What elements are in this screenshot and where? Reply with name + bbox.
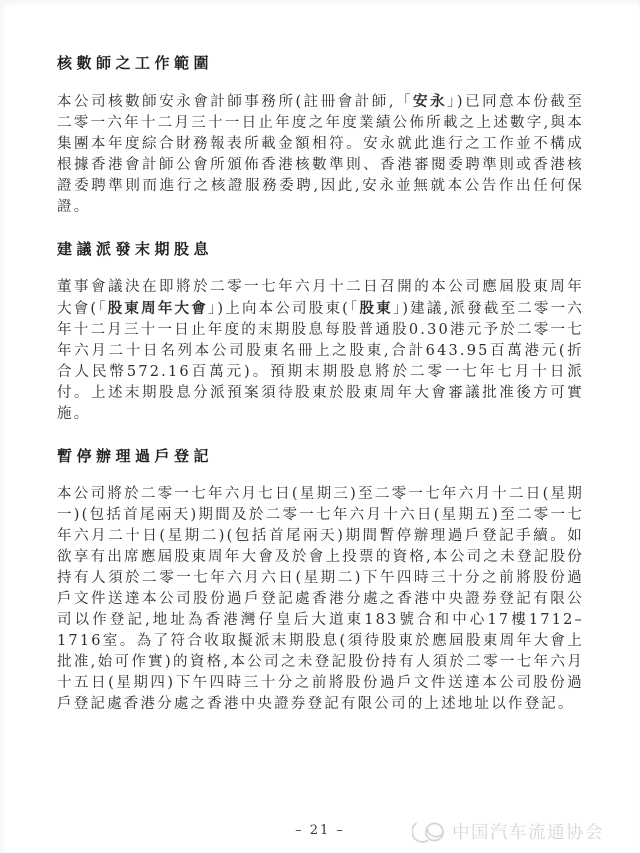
section-heading: 核數師之工作範圍 <box>57 54 214 72</box>
bold-text: 股東 <box>359 300 393 317</box>
text-run: 董事會議決在即將於二零一七年六月十二日召開的本公司應屆股東周年大會(「 <box>57 279 584 317</box>
page-number: – 21 – <box>295 823 345 838</box>
text-run: 本公司核數師安永會計師事務所(註冊會計師,「 <box>57 94 414 110</box>
page-footer <box>0 813 640 853</box>
watermark <box>412 819 604 844</box>
text-run: 」)建議,派發截至二零一六年十二月三十一日止年度的末期股息每股普通股0.30港元予於二零一七年六月二十日名列本公司股東名冊上之股東,合計643.95百萬港元(折合人民幣572.16百萬元)。預期末期股息將於二零一七年七月十日派付。上述末期股息分派預案須待股東於股東周年大會審議批准後方可實施。 <box>57 301 585 422</box>
bold-text: 安永 <box>413 93 448 110</box>
text-run: 本公司將於二零一七年六月七日(星期三)至二零一七年六月十二日(星期一)(包括首尾兩天)期間及於二零一七年六月十六日(星期五)至二零一七年六月二十日(星期二)(包括首尾兩天)期間暫停辦理過戶登記手續。如欲享有出席應屆股東周年大會及於會上投票的資格,本公司之未登記股份持有人須於二零一七年六月六日(星期二)下午四時三十分之前將股份過戶文件送達本公司股份過戶登記處香港分處之香港中央證券登記有限公司以作登記,地址為香港灣仔皇后大道東183號合和中心17樓1712–1716室。為了符合收取擬派末期股息(須待股東於應屆股東周年大會上批准,始可作實)的資格,本公司之未登記股份持有人須於二零一七年六月十五日(星期四)下午四時三十分之前將股份過戶文件送達本公司股份過戶登記處香港分處之香港中央證券登記有限公司的上述地址以作登記。 <box>57 486 584 712</box>
bold-text: 股東周年大會 <box>107 300 208 317</box>
document-sections <box>57 55 584 729</box>
section-heading: 建議派發末期股息 <box>57 240 214 258</box>
paragraph <box>57 277 584 425</box>
paragraph <box>57 91 584 218</box>
section-heading: 暫停辦理過戶登記 <box>57 447 214 465</box>
watermark-text: 中国汽车流通协会 <box>452 823 604 843</box>
text-run: 」)已同意本份截至二零一六年十二月三十一日止年度之年度業績公佈所載之上述數字,與本集團本年度綜合財務報表所載金額相符。安永就此進行之工作並不構成根據香港會計師公會所頒佈香港核數準則、香港審閱委聘準則或香港核證委聘準則而進行之核證服務委聘,因此,安永並無就本公告作出任何保證。 <box>57 94 584 215</box>
watermark-logo-icon <box>412 820 448 844</box>
text-run: 」)上向本公司股東(「 <box>207 301 360 317</box>
paragraph <box>57 484 584 715</box>
